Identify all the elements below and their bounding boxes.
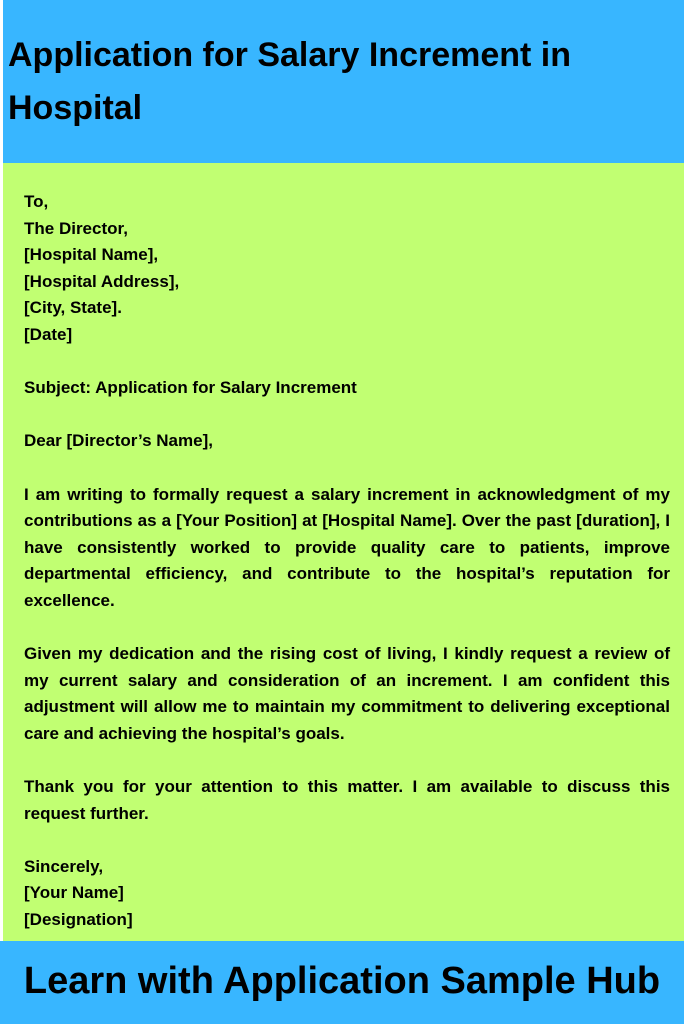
address-line: [Hospital Address], <box>24 271 180 291</box>
signature-name: [Your Name] <box>24 883 124 903</box>
address-line: The Director, <box>24 218 128 238</box>
letter-content <box>24 189 670 960</box>
footer-banner <box>0 941 684 1024</box>
address-line: [Hospital Name], <box>24 245 159 265</box>
letter-subject: Subject: Application for Salary Increment <box>24 378 357 398</box>
page-title: Application for Salary Increment in Hospital <box>8 36 572 127</box>
letter-salutation: Dear [Director’s Name], <box>24 431 213 451</box>
address-line: [Date] <box>24 324 73 344</box>
address-line: To, <box>24 192 49 211</box>
closing-line: Sincerely, <box>24 856 104 876</box>
recipient-address <box>24 189 670 349</box>
letter-paragraph: Given my dedication and the rising cost of living, I kindly request a review of my current salary and consideration of an increment. I am confident this adjustment will allow me to maintain my commitment to delivering exceptional care and achieving the hospital’s goals. <box>24 644 670 743</box>
footer-text: Learn with Application Sample Hub <box>23 960 661 1002</box>
header-banner <box>3 0 684 163</box>
address-line: [City, State]. <box>24 298 122 318</box>
letter-paragraph: Thank you for your attention to this matter. I am available to discuss this request further. <box>24 777 670 823</box>
letter-body <box>3 163 684 941</box>
signature-designation: [Designation] <box>24 910 133 930</box>
letter-closing <box>24 854 670 934</box>
letter-paragraph: I am writing to formally request a salary increment in acknowledgment of my contributions as a [Your Position] at [Hospital Name]. Over the past [duration], I have consistently worked to provide quality care to patients, improve departmental efficiency, and contribute to the hospital’s reputation for excellence. <box>24 484 670 610</box>
